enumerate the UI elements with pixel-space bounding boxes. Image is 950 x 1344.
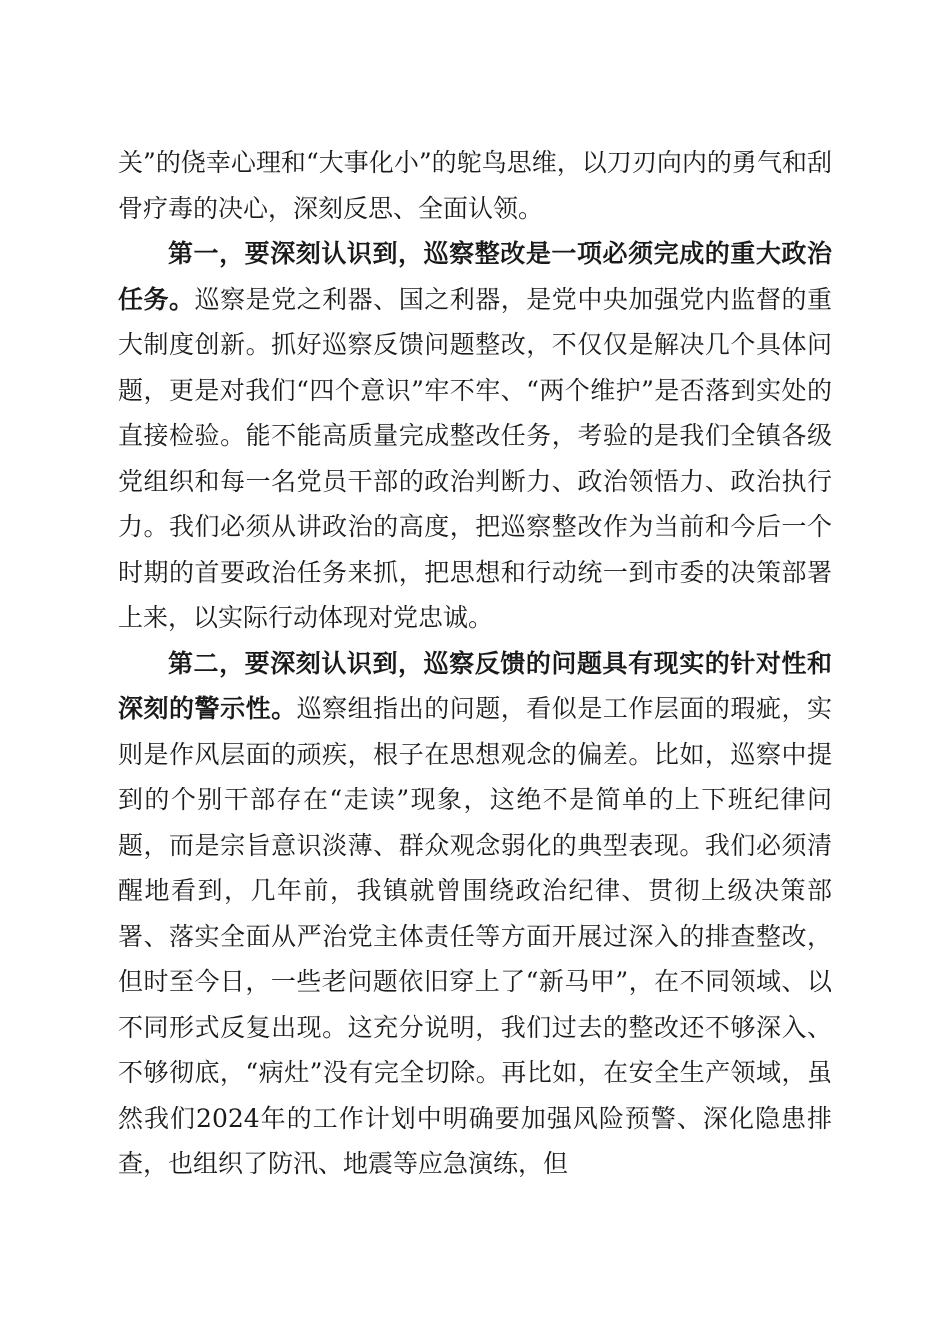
paragraph-second-point <box>118 641 832 1187</box>
paragraph-body: 巡察组指出的问题，看似是工作层面的瑕疵，实则是作风层面的顽疾，根子在思想观念的偏差。比如，巡察中提到的个别干部存在“走读”现象，这绝不是简单的上下班纪律问题，而是宗旨意识淡薄、群众观念弱化的典型表现。我们必须清醒地看到，几年前，我镇就曾围绕政治纪律、贯彻上级决策部署、落实全面从严治党主体责任等方面开展过深入的排查整改，但时至今日，一些老问题依旧穿上了“新马甲”，在不同领域、以不同形式反复出现。这充分说明，我们过去的整改还不够深入、不够彻底，“病灶”没有完全切除。再比如，在安全生产领域，虽然我们2024年的工作计划中明确要加强风险预警、深化隐患排查，也组织了防汛、地震等应急演练，但 <box>118 694 832 1178</box>
paragraph-lead-heading: 第二，要深刻认识到，巡察反馈的问题具有现实的针对性和深刻的警示性。 <box>118 648 832 723</box>
paragraph-continuation <box>118 140 832 231</box>
paragraph-first-point <box>118 231 832 641</box>
document-page <box>118 140 832 1187</box>
paragraph-lead-heading: 第一，要深刻认识到，巡察整改是一项必须完成的重大政治任务。 <box>118 239 832 314</box>
paragraph-body: 关”的侥幸心理和“大事化小”的鸵鸟思维，以刀刃向内的勇气和刮骨疗毒的决心，深刻反思、全面认领。 <box>118 148 832 223</box>
paragraph-body: 巡察是党之利器、国之利器，是党中央加强党内监督的重大制度创新。抓好巡察反馈问题整改，不仅仅是解决几个具体问题，更是对我们“四个意识”牢不牢、“两个维护”是否落到实处的直接检验。能不能高质量完成整改任务，考验的是我们全镇各级党组织和每一名党员干部的政治判断力、政治领悟力、政治执行力。我们必须从讲政治的高度，把巡察整改作为当前和今后一个时期的首要政治任务来抓，把思想和行动统一到市委的决策部署上来，以实际行动体现对党忠诚。 <box>118 284 832 632</box>
